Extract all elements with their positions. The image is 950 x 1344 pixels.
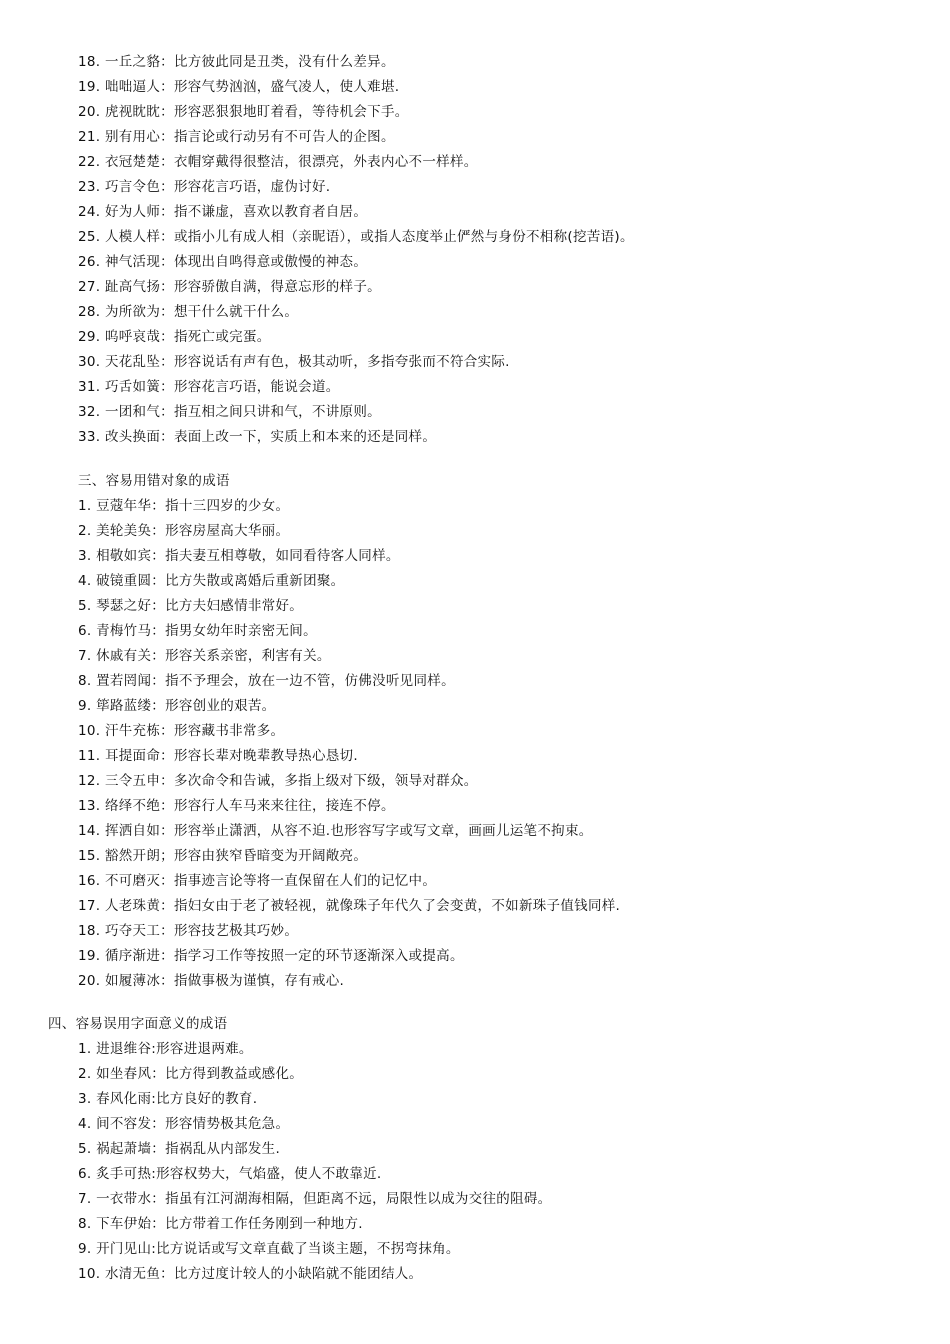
list-item: 7. 一衣带水：指虽有江河湖海相隔，但距离不远，局限性以成为交往的阻碍。: [78, 1191, 552, 1207]
list-item: 4. 破镜重圆：比方失散或离婚后重新团聚。: [78, 573, 345, 589]
list-item: 10. 汗牛充栋：形容藏书非常多。: [78, 723, 285, 739]
list-item: 29. 呜呼哀哉：指死亡或完蛋。: [78, 329, 271, 345]
list-item: 16. 不可磨灭：指事迹言论等将一直保留在人们的记忆中。: [78, 873, 437, 889]
list-item: 2. 如坐春风：比方得到教益或感化。: [78, 1066, 304, 1082]
list-item: 1. 豆蔻年华：指十三四岁的少女。: [78, 498, 290, 514]
list-item: 17. 人老珠黄：指妇女由于老了被轻视，就像珠子年代久了会变黄，不如新珠子值钱同样.: [78, 898, 621, 914]
list-item: 3. 相敬如宾：指夫妻互相尊敬，如同看待客人同样。: [78, 548, 400, 564]
list-item: 21. 别有用心：指言论或行动另有不可告人的企图。: [78, 129, 395, 145]
list-item: 27. 趾高气扬：形容骄傲自满，得意忘形的样子。: [78, 279, 381, 295]
list-item: 23. 巧言令色：形容花言巧语，虚伪讨好.: [78, 179, 331, 195]
list-item: 9. 筚路蓝缕：形容创业的艰苦。: [78, 698, 276, 714]
list-item: 20. 虎视眈眈：形容恶狠狠地盯着看，等待机会下手。: [78, 104, 409, 120]
list-item: 4. 间不容发：形容情势极其危急。: [78, 1116, 290, 1132]
list-item: 2. 美轮美奂：形容房屋高大华丽。: [78, 523, 290, 539]
list-item: 15. 豁然开朗；形容由狭窄昏暗变为开阔敞亮。: [78, 848, 368, 864]
list-item: 11. 耳提面命：形容长辈对晚辈教导热心恳切.: [78, 748, 358, 764]
list-item: 30. 天花乱坠：形容说话有声有色，极其动听，多指夸张而不符合实际.: [78, 354, 510, 370]
list-item: 1. 进退维谷:形容进退两难。: [78, 1041, 253, 1057]
list-item: 6. 炙手可热:形容权势大，气焰盛，使人不敢靠近.: [78, 1166, 382, 1182]
list-item: 19. 咄咄逼人：形容气势汹汹，盛气凌人，使人难堪.: [78, 79, 400, 95]
list-item: 9. 开门见山:比方说话或写文章直截了当谈主题，不拐弯抹角。: [78, 1241, 460, 1257]
list-item: 33. 改头换面：表面上改一下，实质上和本来的还是同样。: [78, 429, 437, 445]
list-item: 12. 三令五申：多次命令和告诫，多指上级对下级，领导对群众。: [78, 773, 478, 789]
section-heading: 四、容易误用字面意义的成语: [48, 1016, 228, 1032]
list-item: 32. 一团和气：指互相之间只讲和气，不讲原则。: [78, 404, 381, 420]
list-item: 22. 衣冠楚楚：衣帽穿戴得很整洁，很漂亮，外表内心不一样样。: [78, 154, 478, 170]
list-item: 5. 祸起萧墙：指祸乱从内部发生.: [78, 1141, 281, 1157]
list-item: 31. 巧舌如簧：形容花言巧语，能说会道。: [78, 379, 340, 395]
list-item: 7. 休戚有关：形容关系亲密，利害有关。: [78, 648, 331, 664]
list-item: 24. 好为人师：指不谦虚，喜欢以教育者自居。: [78, 204, 368, 220]
list-item: 19. 循序渐进：指学习工作等按照一定的环节逐渐深入或提高。: [78, 948, 464, 964]
list-item: 5. 琴瑟之好：比方夫妇感情非常好。: [78, 598, 304, 614]
list-item: 18. 巧夺天工：形容技艺极其巧妙。: [78, 923, 299, 939]
list-item: 28. 为所欲为：想干什么就干什么。: [78, 304, 299, 320]
list-item: 25. 人模人样：或指小儿有成人相（亲昵语），或指人态度举止俨然与身份不相称(挖苦语)。: [78, 229, 634, 245]
list-item: 8. 置若罔闻：指不予理会，放在一边不管，仿佛没听见同样。: [78, 673, 455, 689]
list-item: 6. 青梅竹马：指男女幼年时亲密无间。: [78, 623, 317, 639]
list-item: 18. 一丘之貉：比方彼此同是丑类，没有什么差异。: [78, 54, 395, 70]
list-item: 14. 挥洒自如：形容举止潇洒，从容不迫.也形容写字或写文章，画画儿运笔不拘束。: [78, 823, 593, 839]
list-item: 3. 春风化雨:比方良好的教育.: [78, 1091, 258, 1107]
list-item: 10. 水清无鱼：比方过度计较人的小缺陷就不能团结人。: [78, 1266, 423, 1282]
list-item: 26. 神气活现：体现出自鸣得意或傲慢的神态。: [78, 254, 368, 270]
list-item: 20. 如履薄冰：指做事极为谨慎，存有戒心.: [78, 973, 345, 989]
list-item: 13. 络绎不绝：形容行人车马来来往往，接连不停。: [78, 798, 395, 814]
list-item: 8. 下车伊始：比方带着工作任务刚到一种地方.: [78, 1216, 363, 1232]
section-heading: 三、容易用错对象的成语: [78, 473, 230, 489]
